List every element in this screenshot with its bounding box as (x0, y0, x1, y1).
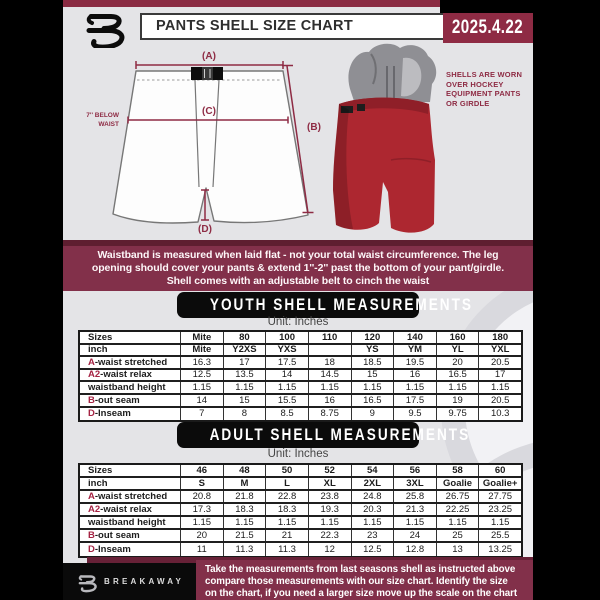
table-cell: 1.15 (224, 382, 267, 393)
shell-note: SHELLS ARE WORN OVER HOCKEY EQUIPMENT PANTS OR GIRDLE (446, 70, 523, 108)
table-cell: 21.8 (224, 491, 267, 502)
row-label-prefix: A2 (88, 369, 101, 381)
table-cell: 180 (492, 332, 509, 343)
row-label-prefix: B (88, 394, 95, 406)
table-cell: 23.8 (309, 491, 352, 502)
table-row (80, 543, 521, 556)
row-label-prefix: B (88, 530, 95, 541)
table-cell: 10.3 (490, 408, 510, 420)
table-cell: 11 (181, 543, 224, 556)
row-label: A -waist stretched (80, 491, 181, 502)
table-cell: 80 (224, 332, 267, 343)
table-cell: 13 (437, 543, 480, 556)
banner-line: Waistband is measured when laid flat - not your total waist circumference. The leg (97, 249, 499, 261)
table-cell: 25.5 (490, 530, 510, 541)
table-cell: S (181, 478, 224, 489)
row-label: A2 -waist relax (80, 370, 181, 381)
table-cell: 20 (437, 357, 480, 368)
table-row (80, 491, 521, 504)
table-cell: 7 (181, 408, 224, 421)
adult-measurements-table (78, 463, 523, 558)
table-cell: 15 (224, 395, 267, 406)
table-cell: 160 (437, 332, 480, 343)
breakaway-logo-icon (81, 8, 127, 48)
size-chart-page (63, 0, 533, 600)
table-cell: 22.8 (266, 491, 309, 502)
table-row (80, 370, 521, 383)
row-label: A2 -waist relax (80, 504, 181, 515)
table-cell: XL (309, 478, 352, 489)
table-cell: 11.3 (266, 543, 309, 556)
waist-note-line2: WAIST (98, 121, 119, 128)
table-cell: 9 (352, 408, 395, 421)
table-cell: 27.75 (488, 491, 513, 502)
table-cell: 16.5 (437, 370, 480, 381)
table-cell: 13.5 (224, 370, 267, 381)
table-cell: YL (437, 345, 480, 356)
brand-name: BREAKAWAY (104, 577, 185, 586)
table-cell: Goalie (437, 478, 480, 489)
table-cell: 100 (266, 332, 309, 343)
row-label-prefix: D (88, 408, 95, 420)
table-cell: 23.25 (488, 504, 513, 515)
table-cell: YXL (490, 344, 510, 356)
table-cell: 54 (352, 465, 395, 476)
banner-line: opening should cover your pants & extend 1''-2'' past the bottom of your pant/girdle. (91, 262, 505, 274)
table-cell: 1.15 (352, 382, 395, 393)
table-cell: 22.25 (437, 504, 480, 515)
table-cell: 58 (437, 465, 480, 476)
top-corner-block (440, 0, 533, 13)
row-label: waistband height (80, 382, 181, 393)
table-cell: 1.15 (437, 517, 480, 528)
pants-measurement-diagram (83, 50, 333, 240)
table-cell: 21.5 (224, 530, 267, 541)
table-cell: 25.8 (394, 491, 437, 502)
table-cell: 1.15 (309, 382, 352, 393)
table-cell: 8.75 (309, 408, 352, 421)
table-row (80, 530, 521, 543)
youth-measurements-table (78, 330, 523, 422)
footer-line: on the chart, if you need a larger size move up the scale on the chart (205, 587, 518, 599)
table-cell: 1.15 (266, 382, 309, 393)
row-label: Sizes (80, 332, 181, 343)
table-cell: YXS (266, 345, 309, 356)
table-cell: 17.3 (181, 504, 224, 515)
label-a: (A) (202, 51, 216, 62)
table-cell: 24.8 (352, 491, 395, 502)
table-cell: 9.75 (437, 408, 480, 421)
table-cell: 11.3 (224, 543, 267, 556)
table-cell: 12 (309, 543, 352, 556)
row-label: inch (80, 478, 181, 489)
table-cell: 20.5 (490, 394, 510, 406)
row-label-prefix: D (88, 543, 95, 555)
table-cell: 17 (494, 369, 506, 381)
table-cell: 17.5 (394, 395, 437, 406)
table-row (80, 408, 521, 421)
table-cell: 16 (394, 370, 437, 381)
table-cell: 46 (181, 465, 224, 476)
banner-line: Shell comes with an adjustable belt to cinch the waist (166, 275, 430, 287)
table-cell: 18.5 (352, 357, 395, 368)
table-cell: 20 (181, 530, 224, 541)
table-cell: 19.3 (309, 504, 352, 515)
table-cell: 1.15 (181, 517, 224, 528)
row-label-prefix: A (88, 357, 95, 368)
table-cell: 14 (181, 395, 224, 406)
row-label: inch (80, 345, 181, 356)
table-row (80, 345, 521, 358)
table-cell: 1.15 (224, 517, 267, 528)
row-label: A -waist stretched (80, 357, 181, 368)
label-d: (D) (198, 224, 212, 235)
youth-section-header (177, 292, 473, 318)
table-cell: 20.3 (352, 504, 395, 515)
row-label: D -Inseam (80, 408, 181, 421)
footer-line: Take the measurements from last seasons shell as instructed above (205, 564, 516, 575)
table-cell: 26.75 (437, 491, 480, 502)
table-row (80, 382, 521, 395)
table-cell: 1.15 (437, 382, 480, 393)
table-cell: 20.5 (490, 357, 510, 368)
table-cell: 17 (224, 357, 267, 368)
table-cell: 23 (352, 530, 395, 541)
waist-note-line1: 7'' BELOW (86, 112, 119, 119)
table-cell: 22.3 (309, 530, 352, 541)
table-cell: 12.5 (181, 370, 224, 381)
equipment-pads (348, 44, 436, 104)
table-cell: 12.5 (352, 543, 395, 556)
belt-buckle (202, 67, 213, 80)
table-cell: 48 (224, 465, 267, 476)
table-cell: L (266, 478, 309, 489)
label-b: (B) (307, 122, 321, 133)
row-label: D -Inseam (80, 543, 181, 556)
table-cell: 16.5 (352, 395, 395, 406)
table-cell: 15.5 (266, 395, 309, 406)
footer-line: compare those measurements with our size chart. Identify the size (205, 575, 508, 587)
table-cell: 19.5 (394, 357, 437, 368)
table-cell: 50 (266, 465, 309, 476)
table-cell: 1.15 (352, 517, 395, 528)
table-cell (309, 345, 352, 356)
table-cell: 56 (394, 465, 437, 476)
youth-section-title: YOUTH SHELL MEASUREMENTS (209, 295, 473, 314)
table-cell: 17.5 (266, 357, 309, 368)
date-badge (443, 13, 533, 43)
table-row (80, 504, 521, 517)
table-cell: 60 (494, 465, 506, 476)
row-label: waistband height (80, 517, 181, 528)
table-cell: Mite (181, 345, 224, 356)
table-cell: 18 (309, 357, 352, 368)
label-c: (C) (202, 106, 216, 117)
row-label-prefix: A2 (88, 504, 101, 515)
table-row (80, 332, 521, 345)
table-cell: 18.3 (224, 504, 267, 515)
table-cell: 8 (224, 408, 267, 421)
table-cell: 2XL (352, 478, 395, 489)
table-cell: 15 (352, 370, 395, 381)
table-cell: 21 (266, 530, 309, 541)
table-cell: 1.15 (394, 517, 437, 528)
table-cell: 140 (394, 332, 437, 343)
table-row (80, 465, 521, 478)
table-cell: 9.5 (394, 408, 437, 421)
table-row (80, 357, 521, 370)
table-cell: 1.15 (266, 517, 309, 528)
shell-photo (331, 40, 463, 240)
table-cell: 16 (309, 395, 352, 406)
row-label: Sizes (80, 465, 181, 476)
table-cell: 12.8 (394, 543, 437, 556)
table-cell: 25 (437, 530, 480, 541)
top-accent-strip (63, 0, 440, 7)
table-cell: 19 (437, 395, 480, 406)
table-cell: 24 (394, 530, 437, 541)
table-cell: 1.15 (490, 517, 510, 528)
table-cell: Mite (181, 332, 224, 343)
table-cell: 16.3 (181, 357, 224, 368)
table-cell: 1.15 (181, 382, 224, 393)
table-cell: YM (394, 345, 437, 356)
table-cell: 110 (309, 332, 352, 343)
adult-unit-label: Unit: Inches (267, 448, 329, 460)
row-label: B -out seam (80, 530, 181, 541)
shorts-outline (113, 71, 308, 223)
table-cell: 1.15 (394, 382, 437, 393)
table-cell: 13.25 (488, 543, 513, 555)
table-cell: 14 (266, 370, 309, 381)
table-row (80, 478, 521, 491)
table-cell: YS (352, 345, 395, 356)
row-label-prefix: A (88, 491, 95, 502)
date-text: 2025.4.22 (452, 17, 524, 38)
table-row (80, 395, 521, 408)
row-label: B -out seam (80, 395, 181, 406)
table-cell: 1.15 (309, 517, 352, 528)
table-cell: M (224, 478, 267, 489)
table-cell: 3XL (394, 478, 437, 489)
table-cell: 1.15 (490, 382, 510, 393)
table-cell: Y2XS (224, 345, 267, 356)
table-cell: 14.5 (309, 370, 352, 381)
adult-section-title: ADULT SHELL MEASUREMENTS (209, 425, 471, 444)
table-cell: 8.5 (266, 408, 309, 421)
footer-brand-block (63, 563, 196, 600)
page-title: PANTS SHELL SIZE CHART (140, 13, 456, 40)
table-row (80, 517, 521, 530)
table-cell: 120 (352, 332, 395, 343)
table-cell: 52 (309, 465, 352, 476)
instruction-banner (63, 246, 533, 291)
youth-unit-label: Unit: Inches (267, 316, 329, 328)
breakaway-logo-icon (76, 571, 98, 593)
table-cell: 18.3 (266, 504, 309, 515)
adult-section-header (177, 422, 471, 448)
footer-instructions (196, 560, 533, 600)
table-cell: Goalie+ (482, 478, 518, 489)
table-cell: 21.3 (394, 504, 437, 515)
table-cell: 20.8 (181, 491, 224, 502)
